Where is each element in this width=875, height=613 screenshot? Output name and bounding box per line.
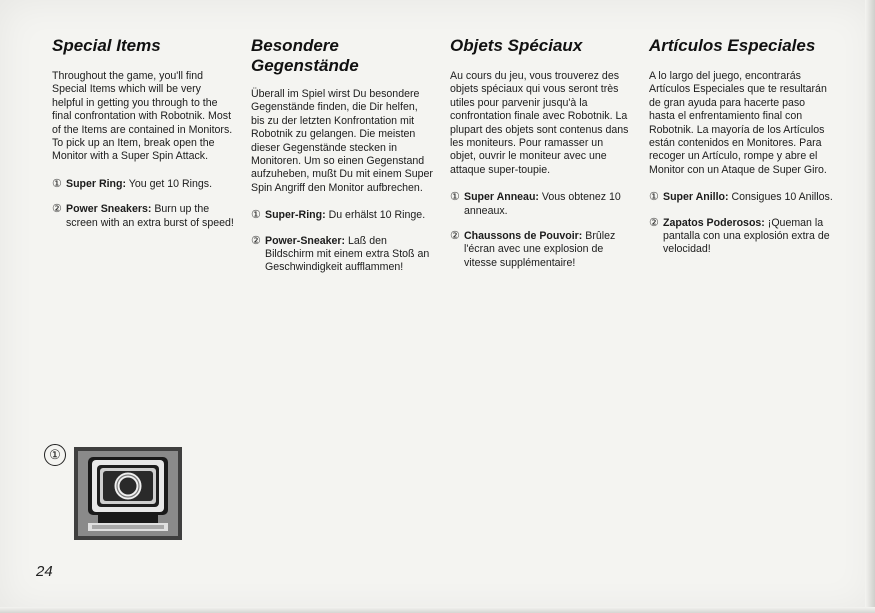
monitor-item-icon (74, 447, 182, 540)
page-bottom-edge (0, 607, 875, 613)
list-item (649, 217, 833, 257)
item-description: ¡Queman la pantalla con una explosión extra de velocidad! (663, 216, 830, 256)
item-label: Super-Ring: (265, 209, 326, 222)
item-description: Laß den Bildschirm mit einem extra Stoß an Geschwindigkeit aufflammen! (265, 234, 430, 274)
section-body: Au cours du jeu, vous trouverez des objets spéciaux qui vous seront très utiles pour parvenir jusqu'à la confrontation finale avec Robotnik. La plupart des objets sont contenus dans les moniteurs. Pour ramasser un objet, ouvrir le moniteur avec une attaque super-toupie. (450, 70, 629, 176)
column-german (251, 36, 433, 287)
column-english (52, 36, 234, 242)
super-ring-monitor-figure (74, 447, 182, 540)
list-item (450, 230, 630, 270)
figure-marker: ① (44, 444, 66, 466)
list-item (251, 235, 433, 275)
section-body: Überall im Spiel wirst Du besondere Gegenstände finden, die Dir helfen, bis zu der letzten Konfrontation mit Robotnik zu gelangen. Die meisten dieser Gegenstände stecken in Monitoren. Um so einen Gegenstand aufzuheben, mußt Du mit einem Super Spin Angriff den Monitor aufbrechen. (251, 88, 433, 194)
item-label: Chaussons de Pouvoir: (464, 230, 583, 243)
section-title: Objets Spéciaux (450, 36, 583, 55)
section-title: Artículos Especiales (649, 36, 816, 55)
section-body: Throughout the game, you'll find Special Items which will be very helpful in getting you through to the final confrontation with Robotnik. Most of the Items are contained in Monitors. To pick up an Item, break open the Monitor with a Super Spin Attack. (52, 70, 233, 163)
item-description: Burn up the screen with an extra burst of speed! (66, 203, 234, 229)
section-title: Besondere Gegenstände (251, 36, 359, 75)
item-description: Vous obtenez 10 anneaux. (464, 191, 621, 217)
page-number: 24 (36, 563, 53, 580)
list-item (450, 191, 630, 218)
list-item (649, 191, 833, 204)
item-label: Power Sneakers: (66, 203, 152, 216)
item-number: ② (52, 203, 62, 216)
column-spanish (649, 36, 833, 269)
item-description: Brûlez l'écran avec une explosion de vitesse supplémentaire! (464, 230, 616, 269)
item-number: ① (649, 191, 659, 204)
item-label: Power-Sneaker: (265, 234, 346, 247)
item-number: ① (450, 191, 460, 204)
list-item (52, 178, 234, 191)
item-number: ① (251, 209, 261, 222)
list-item (251, 209, 433, 222)
item-number: ② (450, 230, 460, 243)
item-label: Super Anillo: (663, 191, 729, 204)
item-label: Super Ring: (66, 177, 127, 190)
section-title: Special Items (52, 36, 161, 55)
item-number: ① (52, 177, 62, 190)
item-label: Zapatos Poderosos: (663, 216, 765, 229)
item-number: ② (251, 234, 261, 247)
item-label: Super Anneau: (464, 191, 539, 204)
list-item (52, 203, 234, 230)
column-french (450, 36, 630, 282)
item-description: Consigues 10 Anillos. (728, 191, 833, 204)
section-body: A lo largo del juego, encontrarás Artículos Especiales que te resultarán de gran ayuda para hacerte paso hasta el enfrentamiento final con Robotnik. La mayoría de los Artículos están contenidos en Monitores. Para recoger un Artículo, rompe y abre el Monitor con un Ataque de Super Giro. (649, 70, 827, 176)
item-number: ② (649, 216, 659, 229)
item-description: You get 10 Rings. (126, 177, 213, 190)
page-spine-shadow (865, 0, 875, 613)
item-description: Du erhälst 10 Ringe. (325, 209, 426, 222)
